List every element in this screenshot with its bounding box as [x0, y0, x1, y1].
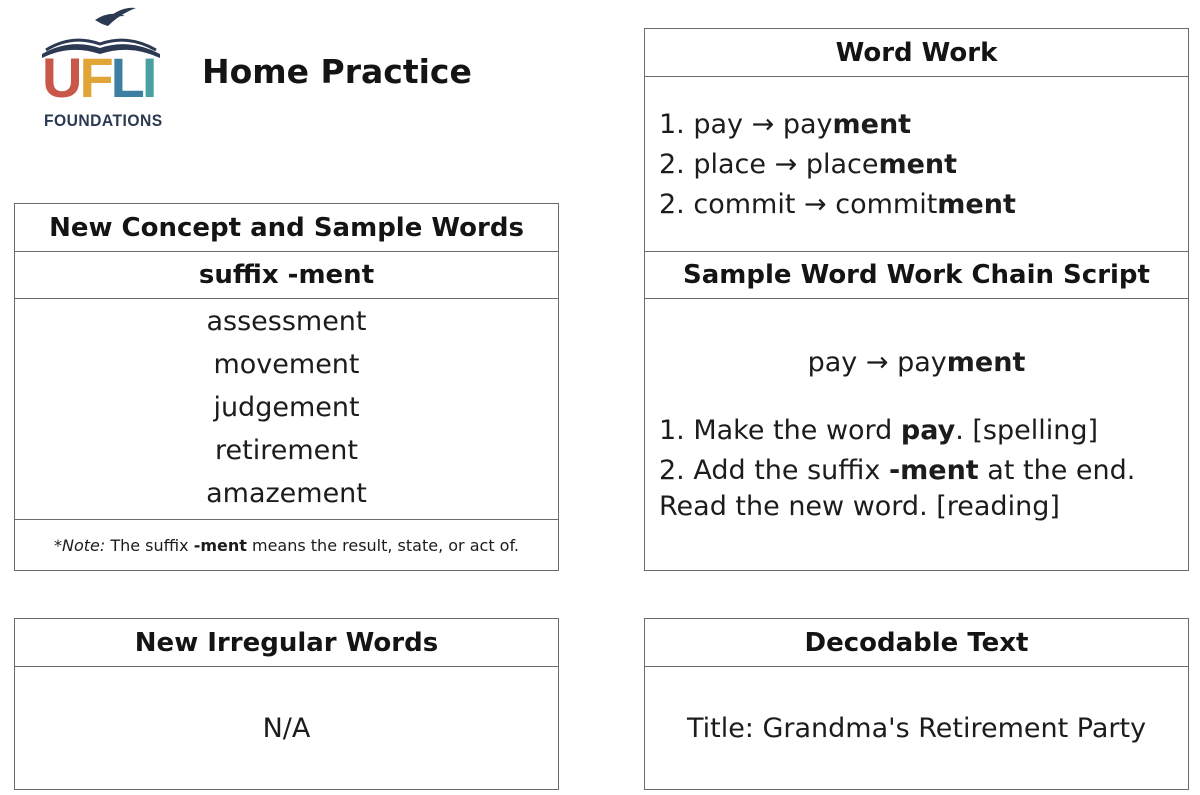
word-work-item: 2. place → placement	[659, 149, 958, 180]
word-work-box	[644, 28, 1189, 571]
page-title: Home Practice	[202, 52, 472, 91]
concept-subheader: suffix -ment	[15, 252, 558, 299]
word-work-header: Word Work	[645, 29, 1188, 77]
sample-word: movement	[213, 349, 360, 380]
note-label: *Note:	[53, 535, 106, 555]
decodable-header: Decodable Text	[645, 619, 1188, 667]
script-step-2: 2. Add the suffix -ment at the end.	[659, 455, 1136, 486]
ufli-logo	[40, 4, 165, 134]
script-example: pay → payment	[807, 347, 1026, 378]
concept-header: New Concept and Sample Words	[15, 204, 558, 252]
irregular-box	[14, 618, 559, 790]
logo-wordmark: UFLI	[42, 46, 155, 109]
sample-word: judgement	[213, 392, 360, 423]
sample-word: assessment	[206, 306, 367, 337]
script-step-1: 1. Make the word pay. [spelling]	[659, 415, 1099, 446]
concept-note: *Note: The suffix -ment means the result, state, or act of.	[15, 519, 558, 570]
script-step-3: Read the new word. [reading]	[659, 491, 1060, 522]
decodable-title: Title: Grandma's Retirement Party	[686, 713, 1147, 744]
sample-word: amazement	[206, 478, 367, 509]
decodable-box	[644, 618, 1189, 790]
logo-foundations-text: FOUNDATIONS	[44, 111, 163, 130]
irregular-header: New Irregular Words	[15, 619, 558, 667]
irregular-value: N/A	[262, 713, 311, 744]
word-work-item: 2. commit → commitment	[659, 189, 1016, 220]
word-work-list	[659, 105, 1016, 225]
word-work-item: 1. pay → payment	[659, 109, 912, 140]
sample-word: retirement	[215, 435, 358, 466]
sample-word-list	[15, 300, 558, 515]
script-header: Sample Word Work Chain Script	[645, 251, 1188, 299]
concept-box	[14, 203, 559, 571]
